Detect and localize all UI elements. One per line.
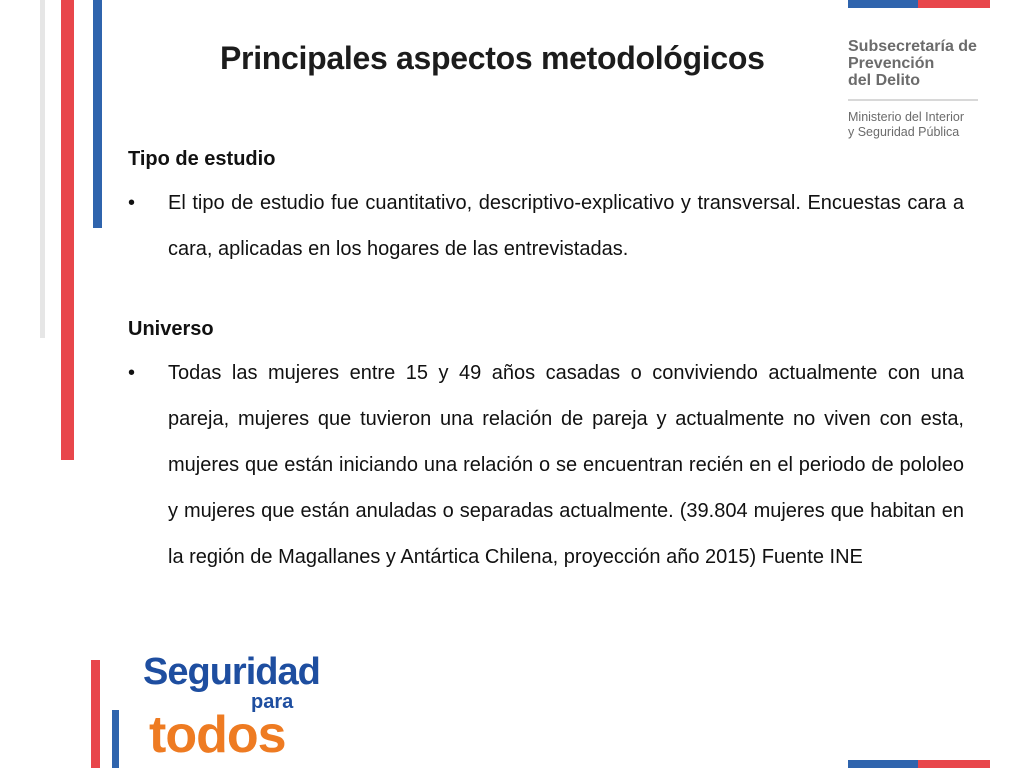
organization-logo xyxy=(848,38,978,140)
organization-name xyxy=(848,38,978,89)
seguridad-para-todos-logo xyxy=(143,651,320,764)
ministry-name-line: y Seguridad Pública xyxy=(848,125,960,139)
section-heading-tipo-estudio: Tipo de estudio xyxy=(128,148,276,170)
bullet-icon: • xyxy=(128,192,136,214)
left-bar-blue xyxy=(93,0,102,228)
left-bar-red xyxy=(61,0,74,460)
bottom-stripe-red xyxy=(918,760,990,768)
bottom-stripe-blue xyxy=(848,760,918,768)
organization-divider xyxy=(848,99,978,101)
bullet-icon: • xyxy=(128,362,136,384)
bottom-bar-red xyxy=(91,660,100,768)
bottom-bar-blue xyxy=(112,710,119,768)
organization-name-line: Subsecretaría de xyxy=(848,38,977,55)
slide-content xyxy=(128,138,964,580)
top-stripe-red xyxy=(918,0,990,8)
logo-text-todos: todos xyxy=(149,706,286,764)
left-bar-grey xyxy=(40,0,45,338)
organization-name-line: del Delito xyxy=(848,72,921,89)
ministry-name-line: Ministerio del Interior xyxy=(848,110,965,124)
bullet-text: El tipo de estudio fue cuantitativo, descriptivo-explicativo y transversal. Encuestas cara a cara, aplicadas en los hogares de las entrevistadas. xyxy=(168,192,964,260)
logo-text-para: para xyxy=(251,691,294,713)
section-heading-universo: Universo xyxy=(128,318,214,340)
bullet-item xyxy=(128,350,964,580)
logo-text-seguridad: Seguridad xyxy=(143,651,320,693)
bullet-text: Todas las mujeres entre 15 y 49 años casadas o conviviendo actualmente con una pareja, mujeres que tuvieron una relación de pareja y actualmente no viven con esta, mujeres que están iniciando una relación o se encuentran recién en el periodo de pololeo y mujeres que están anuladas o separadas actualmente. (39.804 mujeres que habitan en la región de Magallanes y Antártica Chilena, proyección año 2015) Fuente INE xyxy=(168,362,964,568)
bullet-item xyxy=(128,180,964,272)
top-stripe-blue xyxy=(848,0,918,8)
organization-name-line: Prevención xyxy=(848,55,935,72)
ministry-name xyxy=(848,110,978,140)
slide-title: Principales aspectos metodológicos xyxy=(220,40,765,76)
